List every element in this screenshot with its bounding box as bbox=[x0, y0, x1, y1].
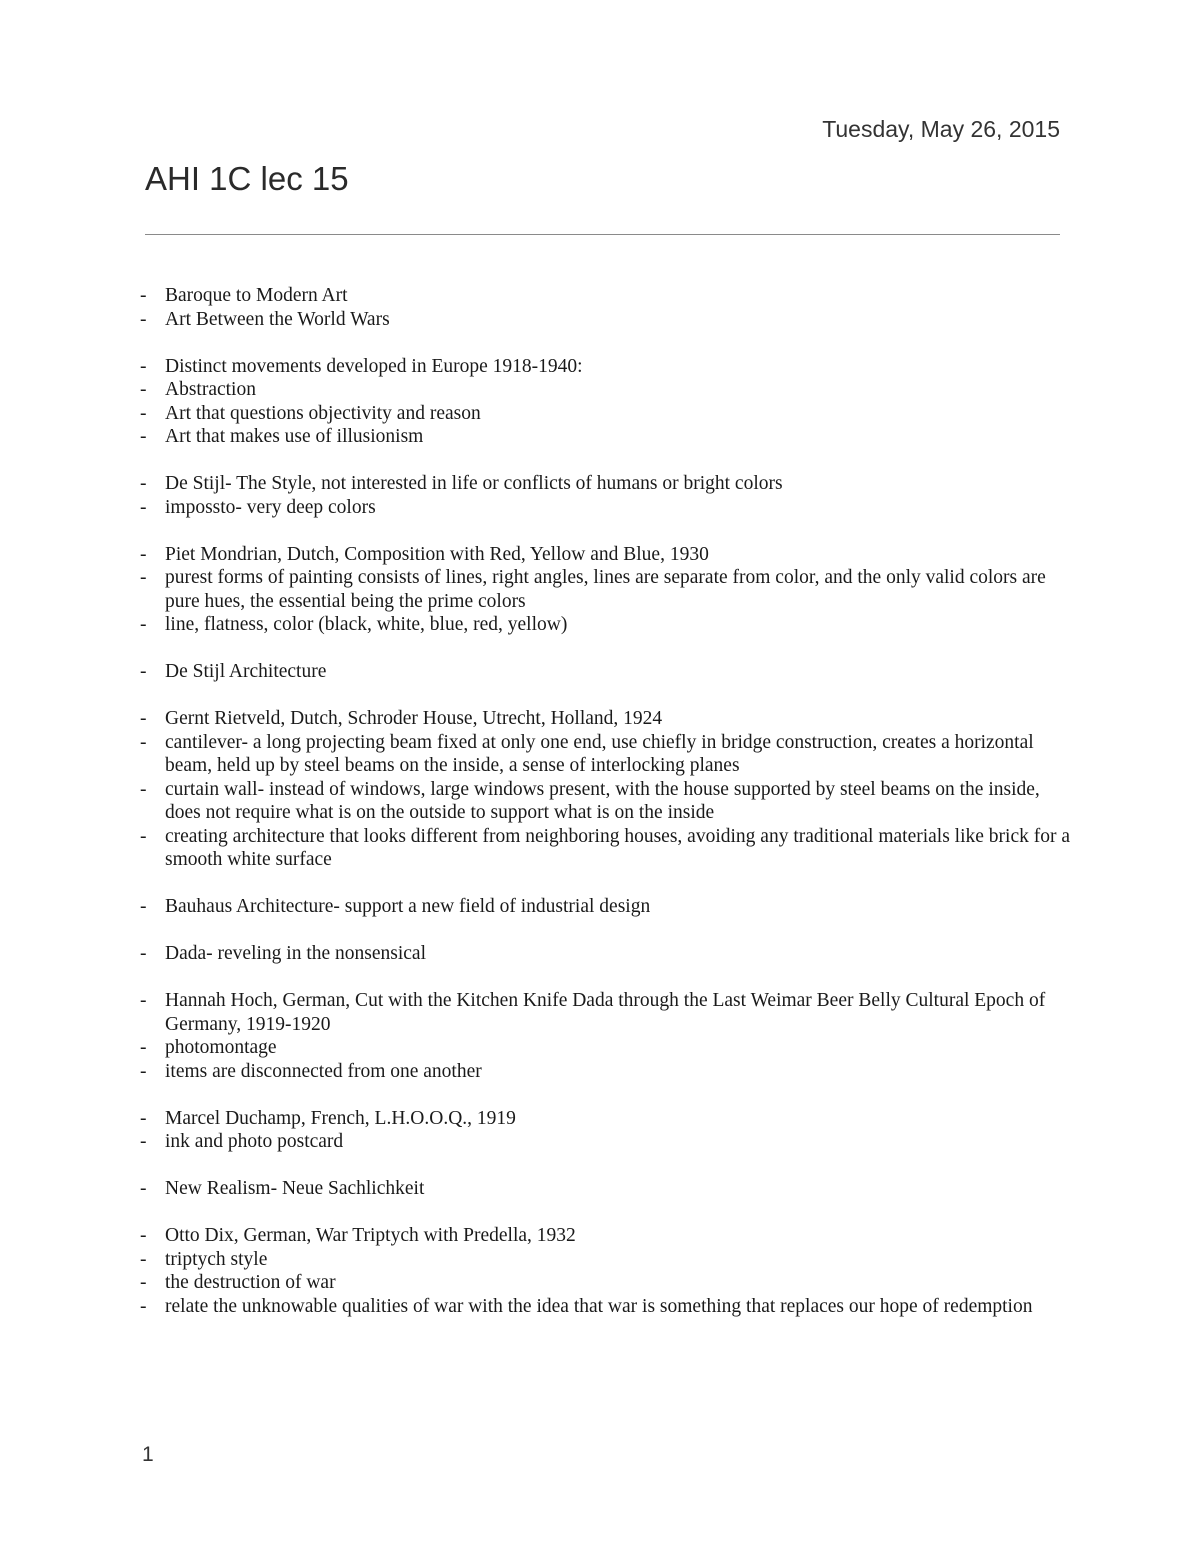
note-group bbox=[140, 472, 1075, 519]
list-item-text: line, flatness, color (black, white, blue, red, yellow) bbox=[165, 614, 568, 635]
list-item-text: Distinct movements developed in Europe 1918-1940: bbox=[165, 355, 583, 377]
bullet-dash: - bbox=[140, 990, 147, 1011]
bullet-dash: - bbox=[140, 778, 147, 800]
bullet-dash: - bbox=[140, 473, 147, 494]
list-item bbox=[140, 1248, 1075, 1272]
bullet-dash: - bbox=[140, 567, 147, 588]
bullet-dash: - bbox=[140, 426, 147, 447]
bullet-dash: - bbox=[140, 355, 147, 377]
list-item-text: creating architecture that looks different from neighboring houses, avoiding any traditional materials like brick for a smooth white surface bbox=[165, 825, 1071, 870]
bullet-dash: - bbox=[140, 1037, 147, 1058]
list-item-text: ink and photo postcard bbox=[165, 1131, 344, 1152]
list-item-text: impossto- very deep colors bbox=[165, 496, 376, 518]
bullet-dash: - bbox=[140, 308, 147, 330]
list-item-text: Baroque to Modern Art bbox=[165, 285, 348, 306]
bullet-dash: - bbox=[140, 496, 147, 518]
list-item bbox=[140, 1060, 1075, 1084]
page-number: 1 bbox=[142, 1443, 154, 1466]
note-group bbox=[140, 543, 1075, 637]
bullet-dash: - bbox=[140, 402, 147, 424]
bullet-dash: - bbox=[140, 379, 147, 400]
note-group bbox=[140, 895, 1075, 919]
list-item bbox=[140, 308, 1075, 332]
list-item-text: Piet Mondrian, Dutch, Composition with Red, Yellow and Blue, 1930 bbox=[165, 543, 709, 565]
bullet-dash: - bbox=[140, 285, 147, 306]
list-item bbox=[140, 1177, 1075, 1201]
note-group bbox=[140, 707, 1075, 872]
bullet-dash: - bbox=[140, 661, 147, 682]
list-item-text: De Stijl- The Style, not interested in life or conflicts of humans or bright colors bbox=[165, 473, 783, 494]
bullet-dash: - bbox=[140, 1107, 147, 1129]
bullet-dash: - bbox=[140, 943, 147, 964]
bullet-dash: - bbox=[140, 1178, 147, 1199]
bullet-dash: - bbox=[140, 1272, 147, 1293]
list-item-text: curtain wall- instead of windows, large windows present, with the house supported by steel beams on the inside, does not require what is on the outside to support what is on the inside bbox=[165, 778, 1040, 823]
list-item bbox=[140, 1224, 1075, 1248]
list-item bbox=[140, 1271, 1075, 1295]
bullet-dash: - bbox=[140, 1295, 147, 1317]
bullet-dash: - bbox=[140, 1225, 147, 1246]
list-item-text: Hannah Hoch, German, Cut with the Kitchen Knife Dada through the Last Weimar Beer Belly Cultural Epoch of Germany, 1919-1920 bbox=[165, 990, 1046, 1035]
list-item-text: Marcel Duchamp, French, L.H.O.O.Q., 1919 bbox=[165, 1107, 516, 1129]
list-item-text: Abstraction bbox=[165, 379, 256, 400]
note-group bbox=[140, 355, 1075, 449]
bullet-dash: - bbox=[140, 1248, 147, 1270]
list-item bbox=[140, 942, 1075, 966]
list-item bbox=[140, 895, 1075, 919]
list-item-text: Gernt Rietveld, Dutch, Schroder House, Utrecht, Holland, 1924 bbox=[165, 708, 663, 729]
list-item-text: De Stijl Architecture bbox=[165, 661, 327, 682]
list-item bbox=[140, 355, 1075, 379]
list-item bbox=[140, 1130, 1075, 1154]
note-group bbox=[140, 1224, 1075, 1318]
note-group bbox=[140, 660, 1075, 684]
list-item bbox=[140, 543, 1075, 567]
list-item bbox=[140, 425, 1075, 449]
list-item-text: Art that questions objectivity and reason bbox=[165, 402, 481, 424]
lecture-date: Tuesday, May 26, 2015 bbox=[822, 116, 1060, 142]
list-item-text: Otto Dix, German, War Triptych with Predella, 1932 bbox=[165, 1225, 576, 1246]
bullet-dash: - bbox=[140, 1131, 147, 1152]
note-group bbox=[140, 942, 1075, 966]
list-item bbox=[140, 825, 1075, 872]
lecture-notes bbox=[140, 284, 1075, 1342]
bullet-dash: - bbox=[140, 543, 147, 565]
list-item bbox=[140, 731, 1075, 778]
list-item bbox=[140, 707, 1075, 731]
bullet-dash: - bbox=[140, 1060, 147, 1082]
list-item bbox=[140, 778, 1075, 825]
list-item-text: Art that makes use of illusionism bbox=[165, 426, 424, 447]
list-item-text: items are disconnected from one another bbox=[165, 1060, 482, 1082]
bullet-dash: - bbox=[140, 825, 147, 847]
list-item bbox=[140, 566, 1075, 613]
list-item bbox=[140, 1036, 1075, 1060]
list-item bbox=[140, 378, 1075, 402]
list-item-text: the destruction of war bbox=[165, 1272, 336, 1293]
list-item bbox=[140, 496, 1075, 520]
note-group bbox=[140, 284, 1075, 331]
list-item bbox=[140, 1107, 1075, 1131]
bullet-dash: - bbox=[140, 896, 147, 917]
list-item bbox=[140, 402, 1075, 426]
note-group bbox=[140, 1177, 1075, 1201]
note-group bbox=[140, 1107, 1075, 1154]
list-item-text: photomontage bbox=[165, 1037, 277, 1058]
list-item-text: triptych style bbox=[165, 1248, 268, 1270]
list-item-text: Art Between the World Wars bbox=[165, 308, 390, 330]
list-item-text: New Realism- Neue Sachlichkeit bbox=[165, 1178, 425, 1199]
list-item bbox=[140, 989, 1075, 1036]
note-group bbox=[140, 989, 1075, 1083]
list-item-text: relate the unknowable qualities of war with the idea that war is something that replaces our hope of redemption bbox=[165, 1295, 1033, 1317]
list-item bbox=[140, 284, 1075, 308]
list-item-text: cantilever- a long projecting beam fixed at only one end, use chiefly in bridge construction, creates a horizontal beam, held up by steel beams on the inside, a sense of interlocking planes bbox=[165, 731, 1034, 776]
list-item-text: purest forms of painting consists of lines, right angles, lines are separate from color, and the only valid colors are pure hues, the essential being the prime colors bbox=[165, 567, 1046, 612]
list-item bbox=[140, 613, 1075, 637]
bullet-dash: - bbox=[140, 614, 147, 635]
bullet-dash: - bbox=[140, 731, 147, 753]
list-item bbox=[140, 472, 1075, 496]
page-title: AHI 1C lec 15 bbox=[145, 160, 349, 197]
list-item bbox=[140, 1295, 1075, 1319]
list-item-text: Dada- reveling in the nonsensical bbox=[165, 943, 426, 964]
title-divider bbox=[145, 234, 1060, 235]
list-item bbox=[140, 660, 1075, 684]
list-item-text: Bauhaus Architecture- support a new field of industrial design bbox=[165, 896, 651, 917]
bullet-dash: - bbox=[140, 708, 147, 729]
